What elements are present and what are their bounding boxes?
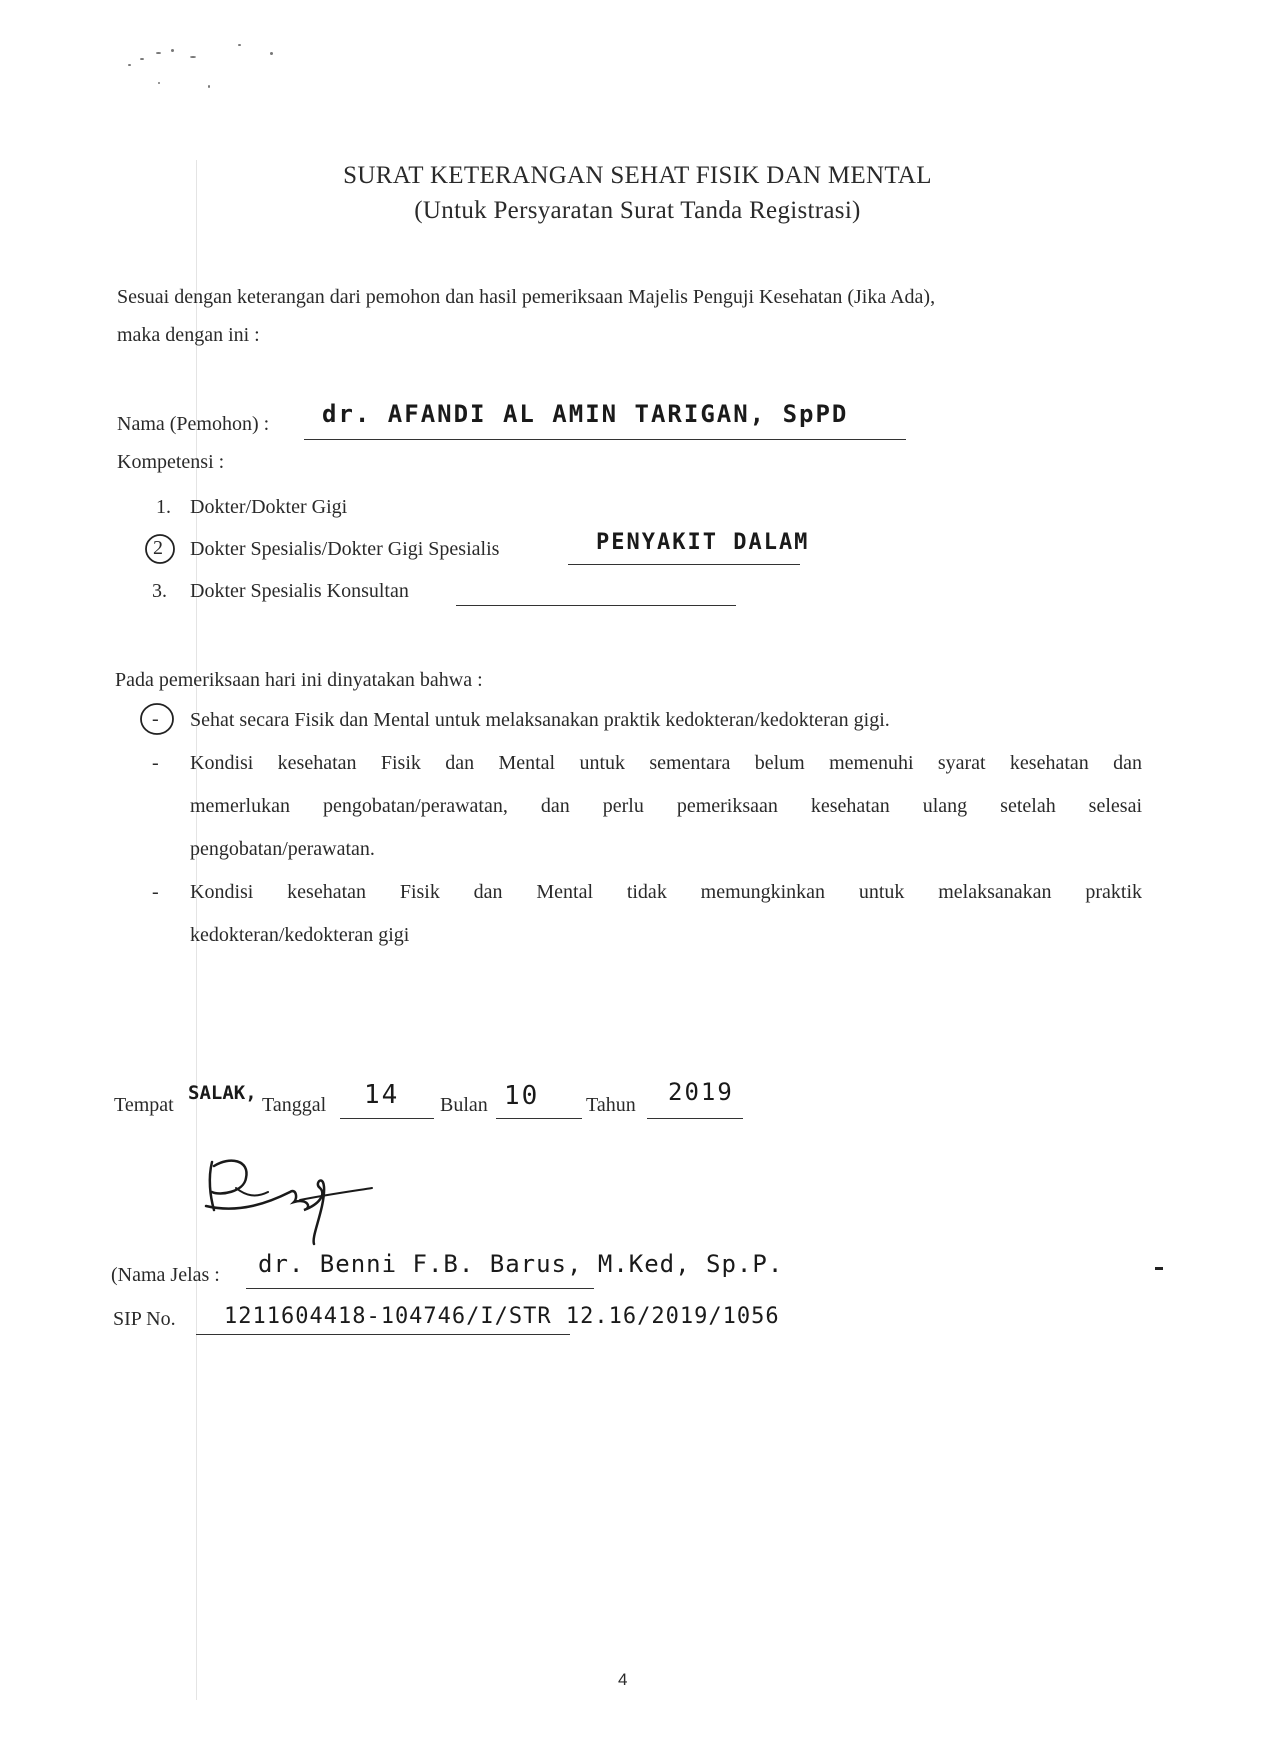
kompetensi-1-text: Dokter/Dokter Gigi [190, 496, 348, 518]
nama-jelas-line [246, 1288, 594, 1289]
kompetensi-2-line [568, 564, 800, 565]
tahun-line [647, 1118, 743, 1119]
nama-jelas-label: (Nama Jelas : [111, 1264, 220, 1286]
tanggal-value: 14 [364, 1080, 400, 1110]
bulan-value: 10 [504, 1081, 540, 1111]
tempat-label: Tempat [114, 1094, 174, 1116]
bulan-label: Bulan [440, 1094, 488, 1116]
statement-3-marker: - [152, 881, 159, 903]
tanggal-line [340, 1118, 434, 1119]
kompetensi-3-line [456, 605, 736, 606]
sip-line [196, 1334, 570, 1335]
nama-pemohon-line [304, 439, 906, 440]
tahun-label: Tahun [586, 1094, 636, 1116]
kompetensi-2-text: Dokter Spesialis/Dokter Gigi Spesialis [190, 538, 500, 560]
page-number: 4 [618, 1670, 628, 1689]
statement-3-line-1: Kondisi kesehatan Fisik dan Mental tidak memungkinkan untuk melaksanakan praktik [190, 881, 1142, 903]
tempat-value: SALAK, [188, 1082, 257, 1104]
kompetensi-3-number: 3. [152, 580, 167, 602]
document-subtitle: (Untuk Persyaratan Surat Tanda Registrasi) [414, 197, 861, 224]
nama-jelas-value: dr. Benni F.B. Barus, M.Ked, Sp.P. [258, 1250, 784, 1278]
sip-value: 1211604418-104746/I/STR 12.16/2019/1056 [224, 1304, 780, 1329]
statement-2-marker: - [152, 752, 159, 774]
tanggal-label: Tanggal [262, 1094, 327, 1116]
document-title: SURAT KETERANGAN SEHAT FISIK DAN MENTAL [343, 162, 932, 189]
sip-label: SIP No. [113, 1308, 176, 1330]
pemeriksaan-label: Pada pemeriksaan hari ini dinyatakan bahwa : [115, 669, 483, 691]
statement-1-marker: - [152, 708, 159, 730]
intro-line-2: maka dengan ini : [117, 324, 260, 346]
kompetensi-label: Kompetensi : [117, 451, 225, 473]
nama-pemohon-value: dr. AFANDI AL AMIN TARIGAN, SpPD [322, 400, 849, 428]
kompetensi-3-text: Dokter Spesialis Konsultan [190, 580, 409, 602]
signature [200, 1148, 390, 1250]
statement-2-line-2: memerlukan pengobatan/perawatan, dan perlu pemeriksaan kesehatan ulang setelah selesai [190, 795, 1142, 817]
intro-line-1: Sesuai dengan keterangan dari pemohon dan hasil pemeriksaan Majelis Penguji Kesehatan (Jika Ada), [117, 286, 936, 308]
nama-pemohon-label: Nama (Pemohon) : [117, 413, 270, 435]
statement-2-line-3: pengobatan/perawatan. [190, 838, 375, 860]
statement-3-line-2: kedokteran/kedokteran gigi [190, 924, 410, 946]
kompetensi-2-value: PENYAKIT DALAM [596, 530, 810, 555]
kompetensi-1-number: 1. [156, 496, 171, 518]
statement-1-line-1: Sehat secara Fisik dan Mental untuk melaksanakan praktik kedokteran/kedokteran gigi. [190, 709, 890, 731]
statement-2-line-1: Kondisi kesehatan Fisik dan Mental untuk sementara belum memenuhi syarat kesehatan dan [190, 752, 1142, 774]
bulan-line [496, 1118, 582, 1119]
tahun-value: 2019 [668, 1078, 734, 1106]
kompetensi-2-number: 2 [153, 537, 163, 559]
